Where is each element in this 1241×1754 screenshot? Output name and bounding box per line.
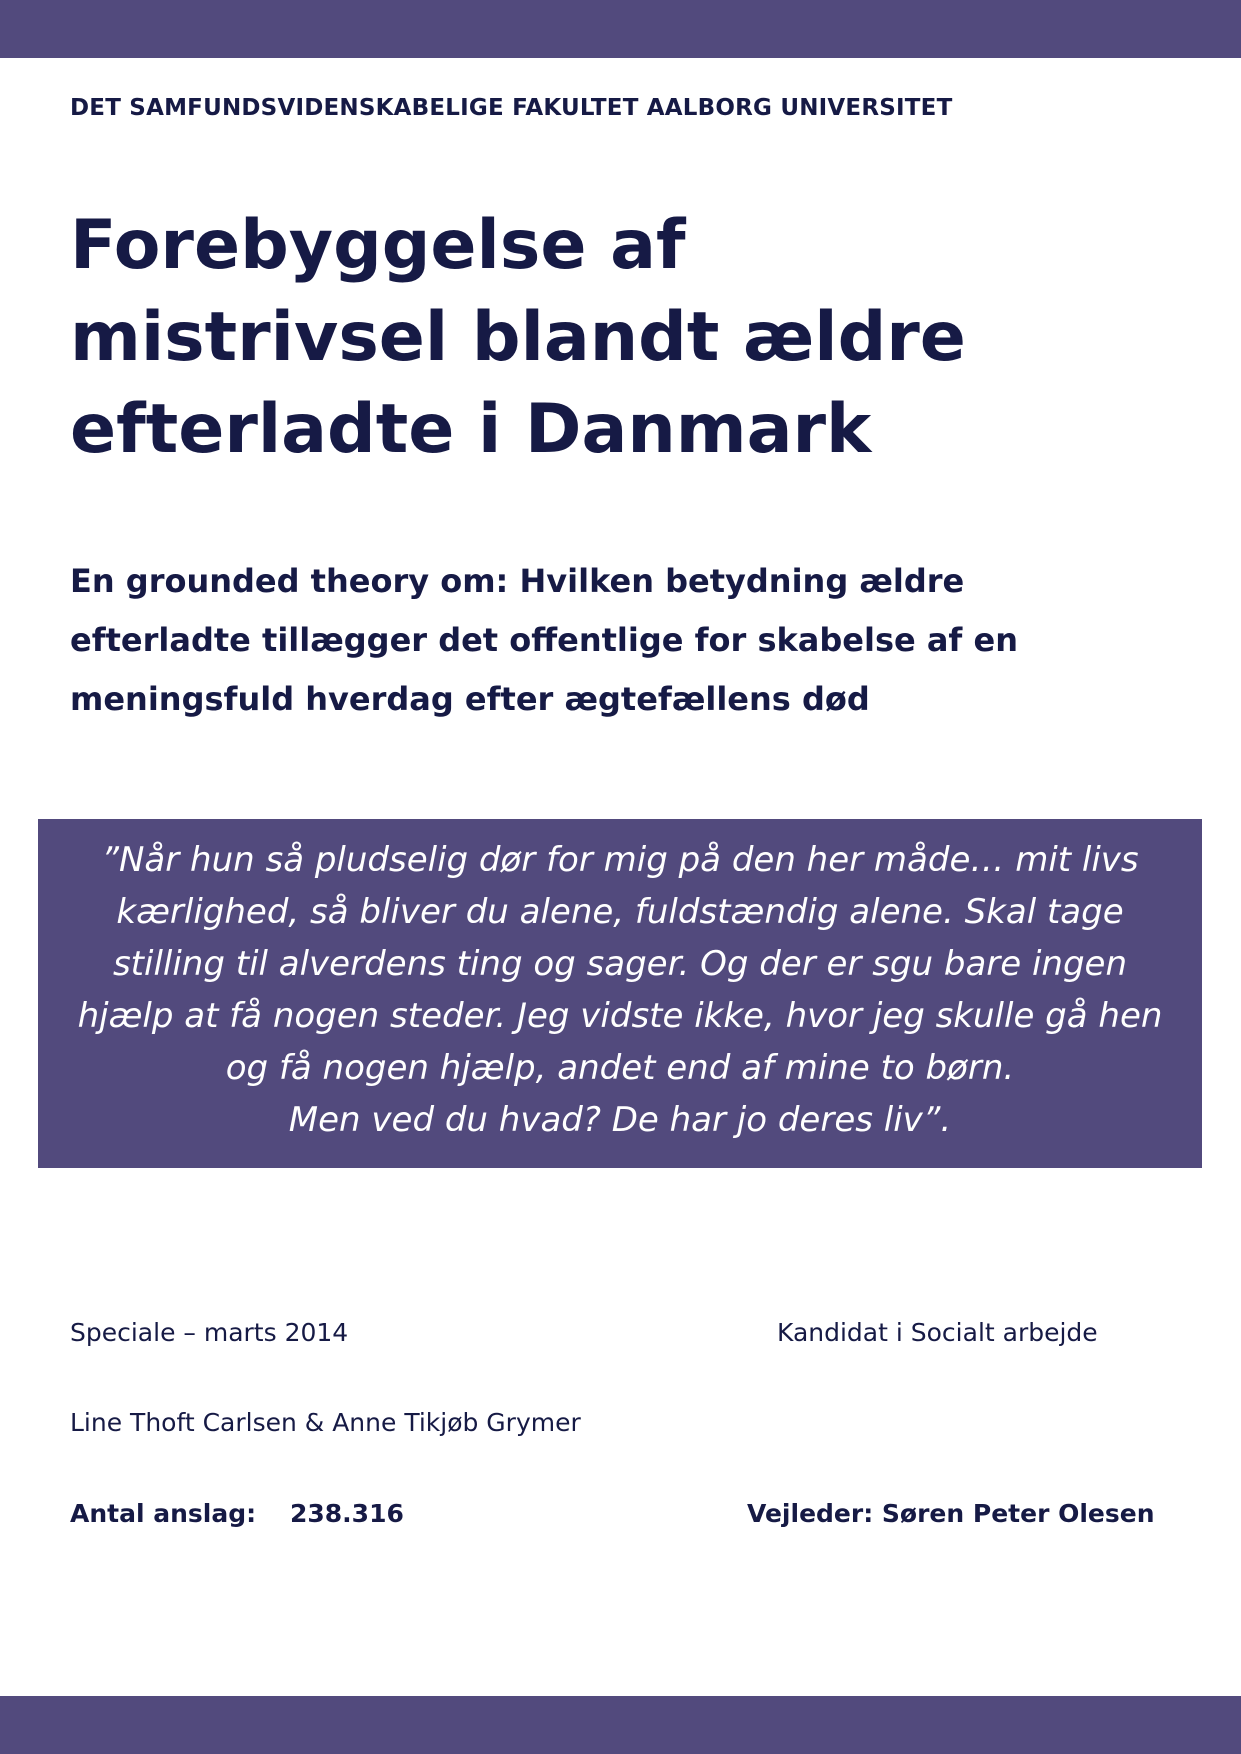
thesis-date: Speciale – marts 2014 <box>70 1318 349 1347</box>
quote-line: og få nogen hjælp, andet end af mine to børn. <box>225 1048 1015 1088</box>
character-count-value: 238.316 <box>290 1499 404 1528</box>
bottom-color-band <box>0 1696 1241 1754</box>
quote-line: hjælp at få nogen steder. Jeg vidste ikke, hvor jeg skulle gå hen <box>77 996 1163 1036</box>
top-color-band <box>0 0 1241 58</box>
subtitle-line: En grounded theory om: Hvilken betydning ældre <box>70 562 965 600</box>
document-subtitle <box>70 552 1090 729</box>
title-line: Forebyggelse af <box>70 206 686 285</box>
subtitle-line: meningsfuld hverdag efter ægtefællens død <box>70 680 870 718</box>
title-line: efterladte i Danmark <box>70 390 872 469</box>
quote-line: ”Når hun så pludselig dør for mig på den her måde… mit livs <box>101 840 1139 880</box>
supervisor: Vejleder: Søren Peter Olesen <box>747 1499 1155 1528</box>
faculty-header: DET SAMFUNDSVIDENSKABELIGE FAKULTET AALBORG UNIVERSITET <box>70 95 953 121</box>
title-line: mistrivsel blandt ældre <box>70 298 966 377</box>
quote-line: kærlighed, så bliver du alene, fuldstændig alene. Skal tage <box>116 892 1124 932</box>
quote-box <box>38 819 1202 1168</box>
subtitle-line: efterladte tillægger det offentlige for skabelse af en <box>70 621 1018 659</box>
quote-line: Men ved du hvad? De har jo deres liv”. <box>288 1100 952 1140</box>
document-title <box>70 200 1070 476</box>
character-count-label: Antal anslag: <box>70 1499 257 1528</box>
authors: Line Thoft Carlsen & Anne Tikjøb Grymer <box>70 1408 581 1437</box>
quote-line: stilling til alverdens ting og sager. Og der er sgu bare ingen <box>112 944 1128 984</box>
degree-program: Kandidat i Socialt arbejde <box>777 1318 1098 1347</box>
